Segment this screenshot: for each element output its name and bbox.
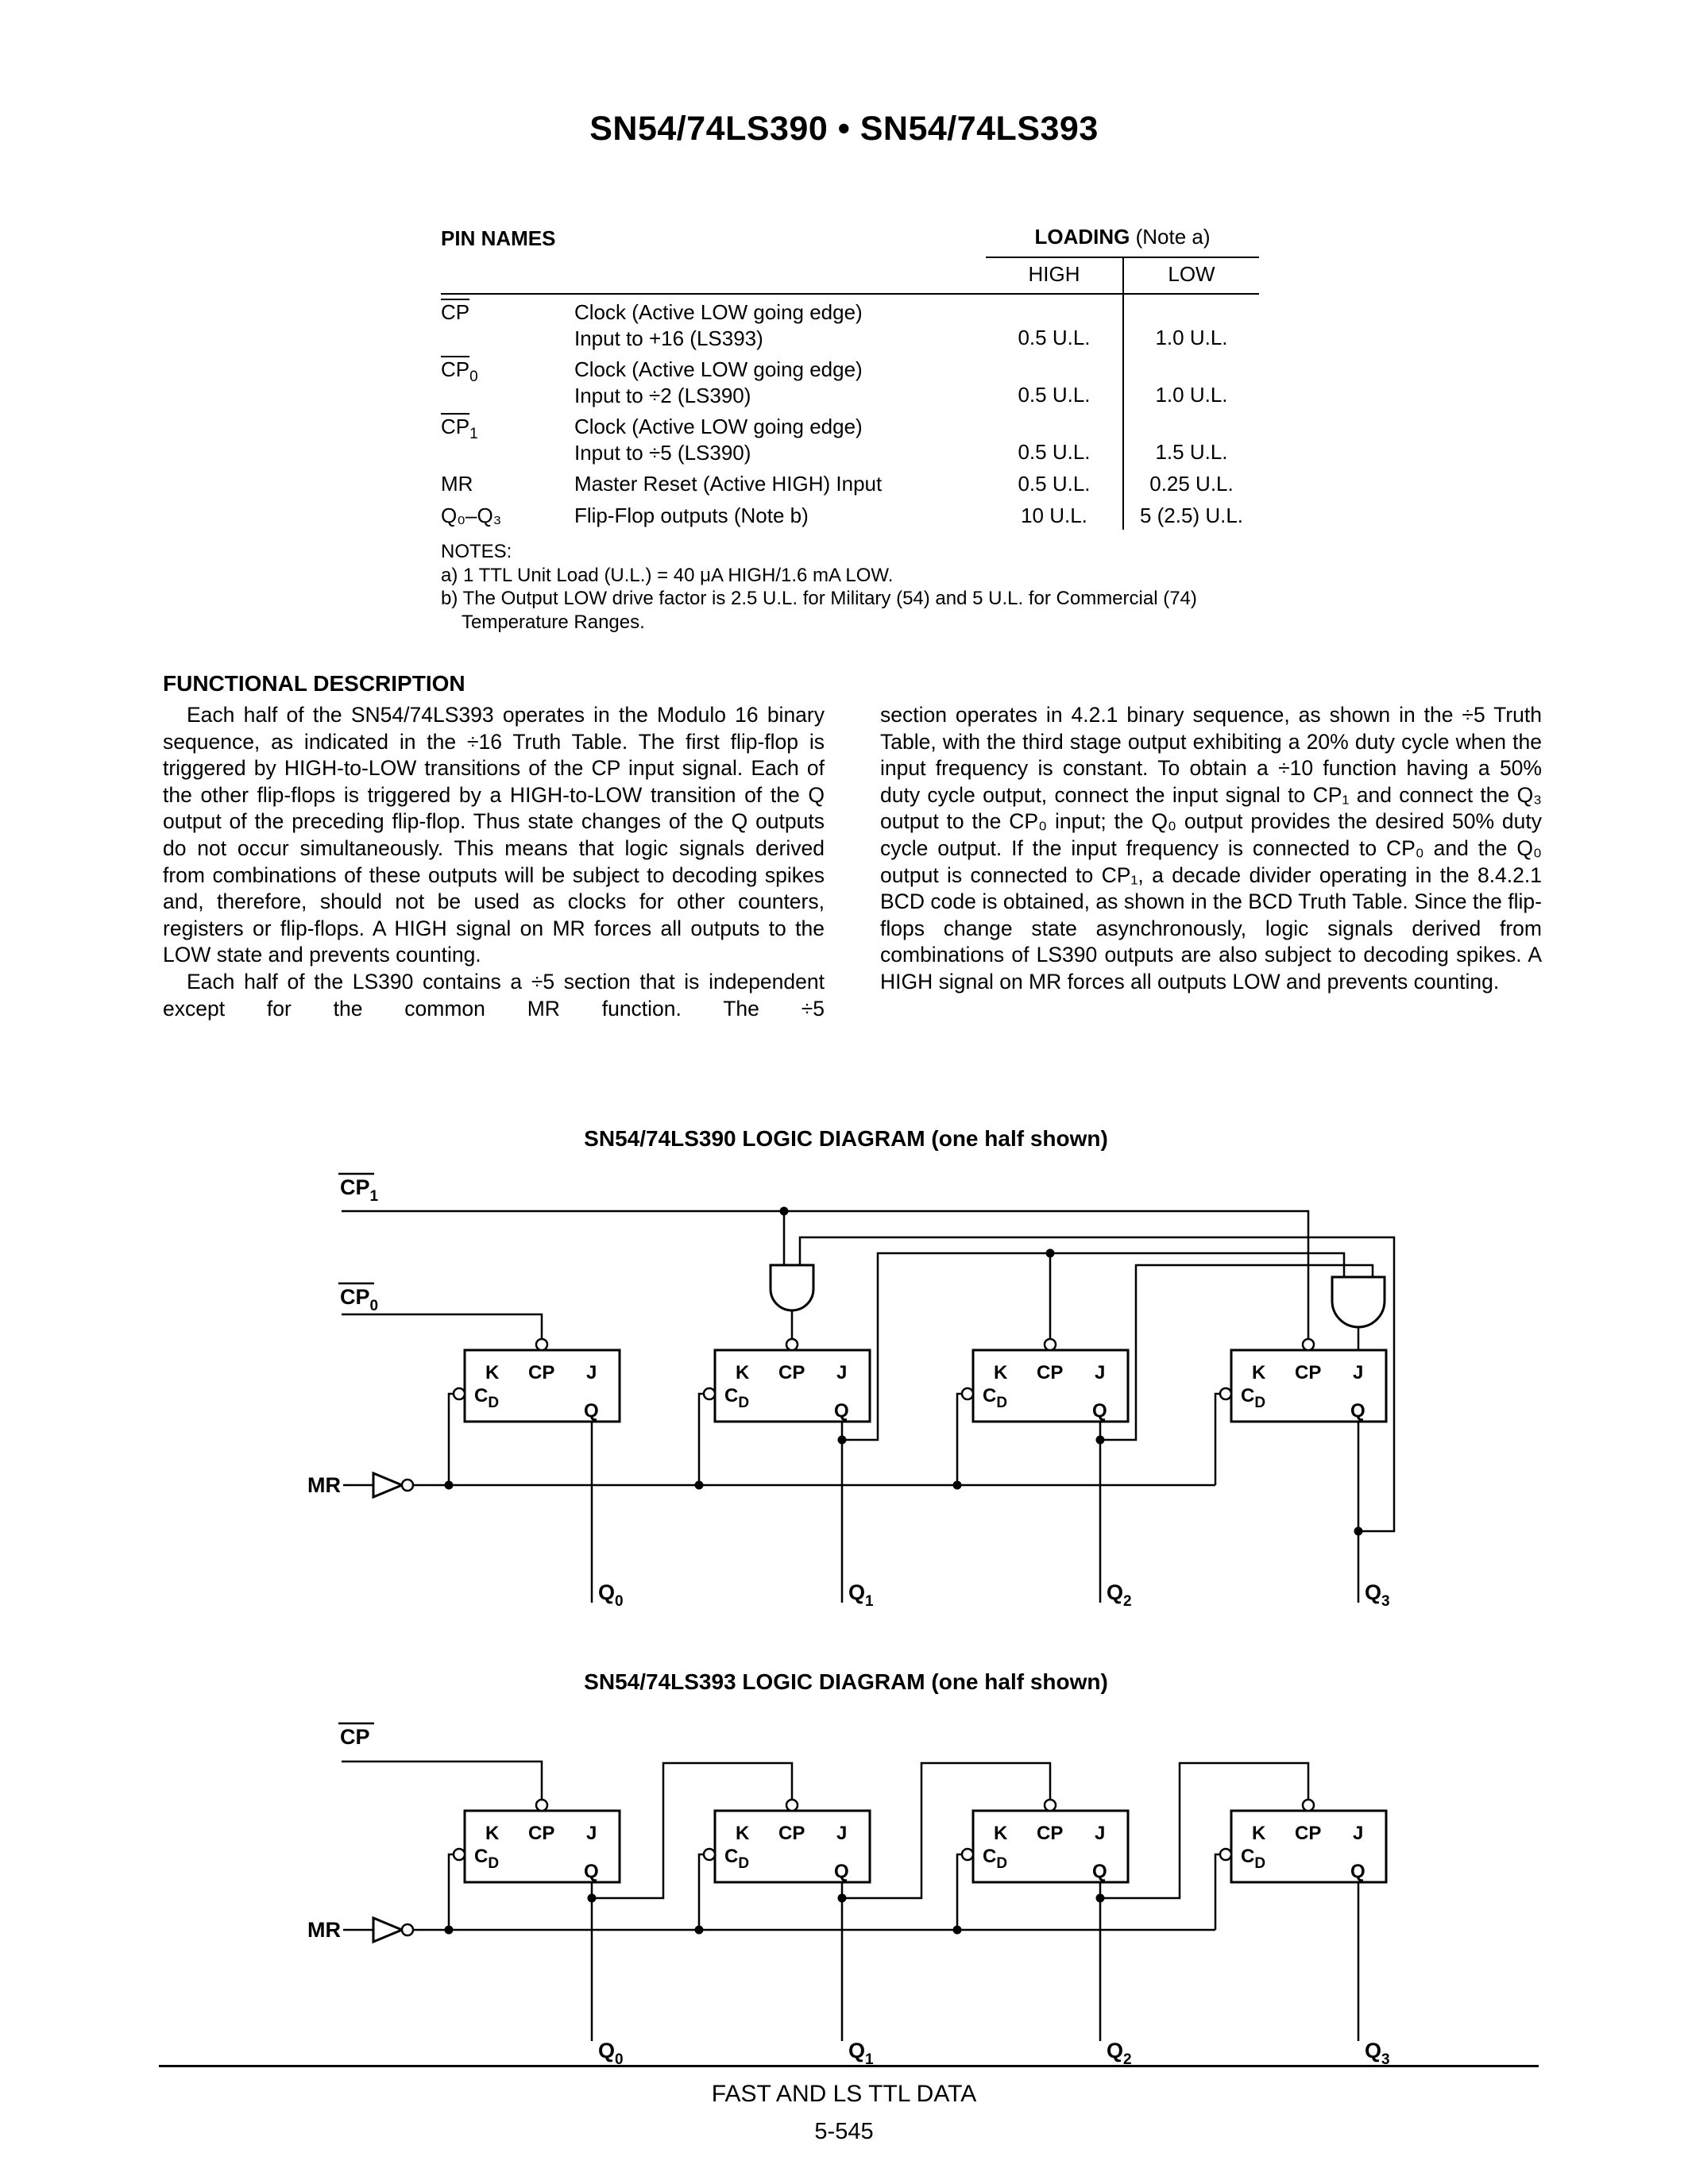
pin-description-cp0: Clock (Active LOW going edge) Input to ÷2 (LS390): [574, 357, 863, 407]
junction-dots-393: [445, 1894, 1105, 1935]
pin-name-q0-q3: Q₀–Q₃: [441, 504, 502, 527]
mr-input-label: MR: [307, 1473, 341, 1497]
footer-rule: [159, 2065, 1539, 2067]
ff-label-q: Q: [834, 1861, 849, 1882]
loading-low-q0-q3: 5 (2.5) U.L.: [1122, 498, 1259, 530]
q1-output-label: $Q_1$: [848, 1580, 874, 1610]
loading-high-q0-q3: 10 U.L.: [1021, 504, 1087, 527]
column-header-high: HIGH: [986, 258, 1122, 295]
cp0-input-label: $CP_0$: [340, 1285, 379, 1314]
ff-label-cp: CP: [1037, 1823, 1064, 1844]
page-number: 5-545: [814, 2119, 874, 2144]
and-gate-2: [1332, 1277, 1385, 1327]
loading-high-mr: 0.5 U.L.: [1018, 472, 1091, 496]
flip-flop-4: [1220, 1800, 1386, 1882]
loading-high-cp0: 0.5 U.L.: [1018, 383, 1091, 407]
paragraph: Each half of the SN54/74LS393 operates in the Modulo 16 binary sequence, as indicated in the ÷16 Truth Table. The first flip-flop is triggered by HIGH-to-LOW transitions of the CP input signal. Each of the other flip-flops is triggered by a HIGH-to-LOW transition of the Q output of the preceding flip-flop. Thus state changes of the Q outputs do not occur simultaneously. This means that logic signals derived from combinations of these outputs will be subject to decoding spikes and, therefore, should not be used as clocks for other counters, registers or flip-flops. A HIGH signal on MR forces all outputs to the LOW state and prevents counting.: [163, 703, 825, 967]
ff-label-cd: $C_D$: [1241, 1846, 1266, 1872]
flip-flop-2: [704, 1339, 870, 1422]
ff-label-j: J: [1095, 1823, 1106, 1844]
ff-label-cp: CP: [778, 1823, 805, 1844]
ff-label-cd: $C_D$: [474, 1846, 500, 1872]
pin-name-cp: $\overline{CP}$: [441, 300, 470, 324]
ls393-logic-diagram: [155, 1707, 1537, 2065]
ff-label-j: J: [1353, 1362, 1364, 1383]
pin-description-mr: Master Reset (Active HIGH) Input: [574, 472, 883, 496]
functional-text-right-column: [880, 702, 1542, 996]
ls390-diagram-title: SN54/74LS390 LOGIC DIAGRAM (one half shown): [584, 1126, 1108, 1151]
ff-label-j: J: [1353, 1823, 1364, 1844]
functional-description-heading: FUNCTIONAL DESCRIPTION: [163, 671, 465, 696]
ff-label-q: Q: [584, 1400, 599, 1422]
column-header-low: LOW: [1122, 258, 1259, 295]
flip-flop-3: [962, 1339, 1128, 1422]
ff-label-cp: CP: [1295, 1823, 1322, 1844]
pin-description-cp1: Clock (Active LOW going edge) Input to ÷5 (LS390): [574, 415, 863, 465]
mr-input-label: MR: [307, 1918, 341, 1942]
q3-output-label: $Q_3$: [1365, 1580, 1390, 1610]
note-b-line1: b) The Output LOW drive factor is 2.5 U.L. for Military (54) and 5 U.L. for Commercial (74): [441, 588, 1197, 609]
ff-label-k: K: [736, 1362, 750, 1383]
q2-output-label: $Q_2$: [1107, 2039, 1132, 2065]
loading-high-cp: 0.5 U.L.: [1018, 326, 1091, 349]
functional-text-left-column: [163, 702, 825, 1022]
ff-label-cp: CP: [778, 1362, 805, 1383]
loading-low-cp0: 1.0 U.L.: [1122, 352, 1259, 409]
notes-block: [441, 540, 1197, 634]
ff-label-cd: $C_D$: [983, 1846, 1008, 1872]
pin-name-cp1: $\overline{CP}_1$: [441, 415, 478, 443]
flip-flop-2: [704, 1800, 870, 1882]
flip-flop-4: [1220, 1339, 1386, 1422]
ff-label-q: Q: [1350, 1400, 1365, 1422]
q0-output-label: $Q_0$: [598, 1580, 624, 1610]
ff-label-q: Q: [1092, 1861, 1107, 1882]
ff-label-cp: CP: [1295, 1362, 1322, 1383]
header-rule: [441, 258, 986, 295]
ff-label-k: K: [1252, 1823, 1266, 1844]
ff-label-k: K: [1252, 1362, 1266, 1383]
pin-names-table: [441, 225, 1259, 530]
page-title: SN54/74LS390 • SN54/74LS393: [589, 110, 1099, 148]
mr-inverter: [373, 1473, 413, 1497]
q3-output-label: $Q_3$: [1365, 2039, 1390, 2065]
ff-label-cp: CP: [1037, 1362, 1064, 1383]
ff-label-q: Q: [584, 1861, 599, 1882]
flip-flop-1: [454, 1800, 620, 1882]
paragraph: Each half of the LS390 contains a ÷5 section that is independent except for the common MR function. The ÷5: [163, 969, 825, 1021]
ff-label-k: K: [736, 1823, 750, 1844]
flip-flop-3: [962, 1800, 1128, 1882]
ff-label-k: K: [994, 1362, 1008, 1383]
footer-text: FAST AND LS TTL DATA: [711, 2081, 977, 2107]
flip-flop-1: [454, 1339, 620, 1422]
ff-label-q: Q: [1350, 1861, 1365, 1882]
q1-output-label: $Q_1$: [848, 2039, 874, 2065]
pin-name-mr: MR: [441, 472, 473, 496]
pin-name-cp0: $\overline{CP}_0$: [441, 357, 478, 386]
ls390-logic-diagram: [155, 1158, 1537, 1642]
pin-description-q0-q3: Flip-Flop outputs (Note b): [574, 504, 809, 527]
mr-inverter: [373, 1918, 413, 1942]
ff-label-k: K: [994, 1823, 1008, 1844]
ff-label-j: J: [836, 1362, 848, 1383]
notes-heading: NOTES:: [441, 541, 512, 562]
ff-label-cd: $C_D$: [1241, 1385, 1266, 1411]
loading-low-cp1: 1.5 U.L.: [1122, 409, 1259, 466]
loading-low-mr: 0.25 U.L.: [1122, 466, 1259, 498]
ff-label-k: K: [485, 1823, 500, 1844]
ff-label-q: Q: [1092, 1400, 1107, 1422]
loading-heading: LOADING (Note a): [986, 225, 1259, 258]
ff-label-j: J: [586, 1362, 597, 1383]
and-gate-1: [771, 1265, 813, 1310]
note-a: a) 1 TTL Unit Load (U.L.) = 40 μA HIGH/1.6 mA LOW.: [441, 564, 894, 586]
ff-label-j: J: [836, 1823, 848, 1844]
ff-label-cp: CP: [528, 1823, 555, 1844]
cp-input-label: CP: [340, 1725, 370, 1749]
q2-output-label: $Q_2$: [1107, 1580, 1132, 1610]
q0-output-label: $Q_0$: [598, 2039, 624, 2065]
ff-label-cd: $C_D$: [474, 1385, 500, 1411]
ff-label-cd: $C_D$: [724, 1846, 750, 1872]
ff-label-cd: $C_D$: [724, 1385, 750, 1411]
cp1-input-label: $CP_1$: [340, 1175, 379, 1205]
ls393-diagram-title: SN54/74LS393 LOGIC DIAGRAM (one half shown): [584, 1669, 1108, 1694]
pin-description-cp: Clock (Active LOW going edge) Input to +16 (LS393): [574, 300, 863, 350]
ff-label-q: Q: [834, 1400, 849, 1422]
pin-names-heading: PIN NAMES: [441, 226, 556, 250]
note-b-line2: Temperature Ranges.: [462, 611, 645, 633]
ff-label-k: K: [485, 1362, 500, 1383]
loading-high-cp1: 0.5 U.L.: [1018, 440, 1091, 464]
paragraph: section operates in 4.2.1 binary sequence, as shown in the ÷5 Truth Table, with the third stage output exhibiting a 20% duty cycle when the input frequency is constant. To obtain a ÷10 function having a 50% duty cycle output, connect the input signal to CP₁ and connect the Q₃ output to the CP₀ input; the Q₀ output provides the desired 50% duty cycle output. If the input frequency is connected to CP₀ and the Q₀ output is connected to CP₁, a decade divider operating in the 8.4.2.1 BCD code is obtained, as shown in the BCD Truth Table. Since the flip-flops change state asynchronously, logic signals derived from combinations of LS390 outputs are also subject to decoding spikes. A HIGH signal on MR forces all outputs LOW and prevents counting.: [880, 703, 1542, 994]
ff-label-j: J: [1095, 1362, 1106, 1383]
ff-label-cp: CP: [528, 1362, 555, 1383]
ff-label-cd: $C_D$: [983, 1385, 1008, 1411]
ff-label-j: J: [586, 1823, 597, 1844]
loading-low-cp: 1.0 U.L.: [1122, 295, 1259, 352]
